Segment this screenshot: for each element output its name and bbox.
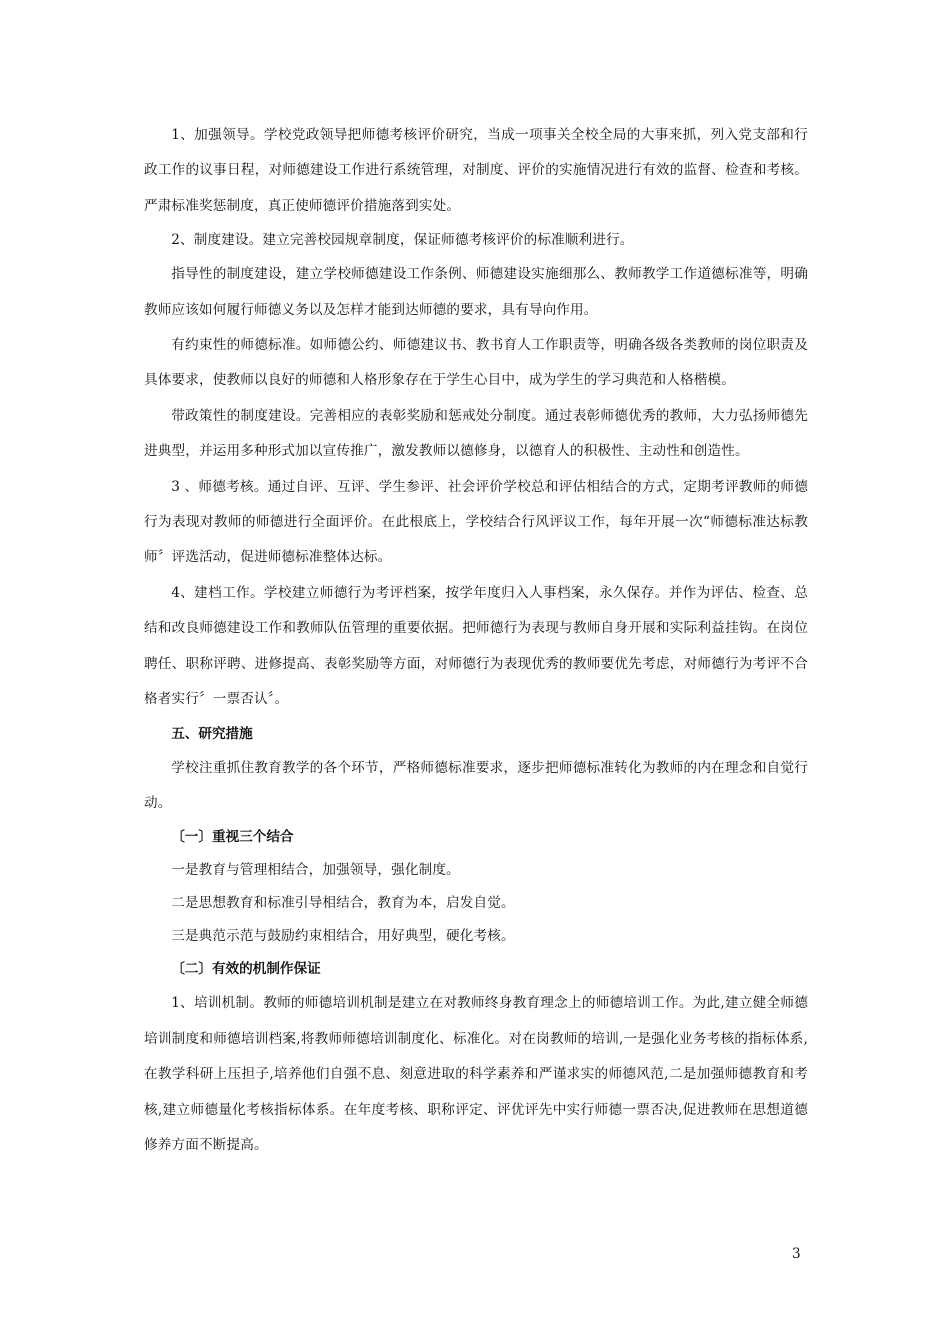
paragraph-archiving: 4、建档工作。学校建立师德行为考评档案，按学年度归入人事档案，永久保存。并作为评估、检查、总结和改良师德建设工作和教师队伍管理的重要依据。把师德行为表现与教师自身开展和实际利益挂钩。在岗位聘任、职称评聘、进修提高、表彰奖励等方面，对师德行为表现优秀的教师要优先考虑，对师德行为考评不合格者实行〞一票否认〞。 — [144, 584, 808, 708]
paragraph-combination-2: 二是思想教育和标准引导相结合，教育为本，启发自觉。 — [171, 895, 515, 912]
paragraph-policy-system: 带政策性的制度建设。完善相应的表彰奖励和惩戒处分制度。通过表彰师德优秀的教师，大力弘扬师德先进典型，并运用多种形式加以宣传推广，激发教师以德修身，以德育人的积极性、主动性和创造性。 — [144, 407, 808, 460]
subheading-mechanism-guarantee: 〔二〕有效的机制作保证 — [171, 961, 321, 978]
paragraph-research-intro: 学校注重抓住教育教学的各个环节，严格师德标准要求，逐步把师德标准转化为教师的内在理念和自觉行动。 — [144, 759, 808, 811]
paragraph-ethics-assessment: 3 、师德考核。通过自评、互评、学生参评、社会评价学校总和评估相结合的方式，定期考评教师的师德行为表现对教师的师德进行全面评价。在此根底上，学校结合行风评议工作，每年开展一次“师德标准达标教师〞评选活动，促进师德标准整体达标。 — [144, 478, 808, 566]
paragraph-guiding-system: 指导性的制度建设，建立学校师德建设工作条例、师德建设实施细那么、教师教学工作道德标准等，明确教师应该如何履行师德义务以及怎样才能到达师德的要求，具有导向作用。 — [144, 266, 808, 318]
paragraph-training-mechanism: 1、培训机制。教师的师德培训机制是建立在对教师终身教育理念上的师德培训工作。为此,建立健全师德培训制度和师德培训档案,将教师师德培训制度化、标准化。对在岗教师的培训,一是强化业务考核的指标体系,在教学科研上压担子,培养他们自强不息、刻意进取的科学素养和严谨求实的师德风范,二是加强师德教育和考核,建立师德量化考核指标体系。在年度考核、职称评定、评优评先中实行师德一票否决,促进教师在思想道德修养方面不断提高。 — [144, 995, 808, 1153]
paragraph-combination-3: 三是典范示范与鼓励约束相结合，用好典型，硬化考核。 — [171, 928, 515, 945]
paragraph-system-building: 2、制度建设。建立完善校园规章制度，保证师德考核评价的标准顺利进行。 — [171, 232, 634, 249]
subheading-three-combinations: 〔一〕重视三个结合 — [171, 829, 294, 846]
paragraph-binding-standards: 有约束性的师德标准。如师德公约、师德建议书、教书育人工作职责等，明确各级各类教师的岗位职责及具体要求，使教师以良好的师德和人格形象存在于学生心目中，成为学生的学习典范和人格楷模。 — [144, 337, 808, 389]
section-heading-research-measures: 五、研究措施 — [171, 725, 253, 742]
document-body — [144, 118, 808, 1163]
paragraph-combination-1: 一是教育与管理相结合，加强领导，强化制度。 — [171, 862, 460, 879]
paragraph-leadership: 1、加强领导。学校党政领导把师德考核评价研究，当成一项事关全校全局的大事来抓，列入党支部和行政工作的议事日程，对师德建设工作进行系统管理，对制度、评价的实施情况进行有效的监督、检查和考核。严肃标准奖惩制度，真正使师德评价措施落到实处。 — [144, 127, 808, 214]
page-number: 3 — [792, 1246, 801, 1262]
